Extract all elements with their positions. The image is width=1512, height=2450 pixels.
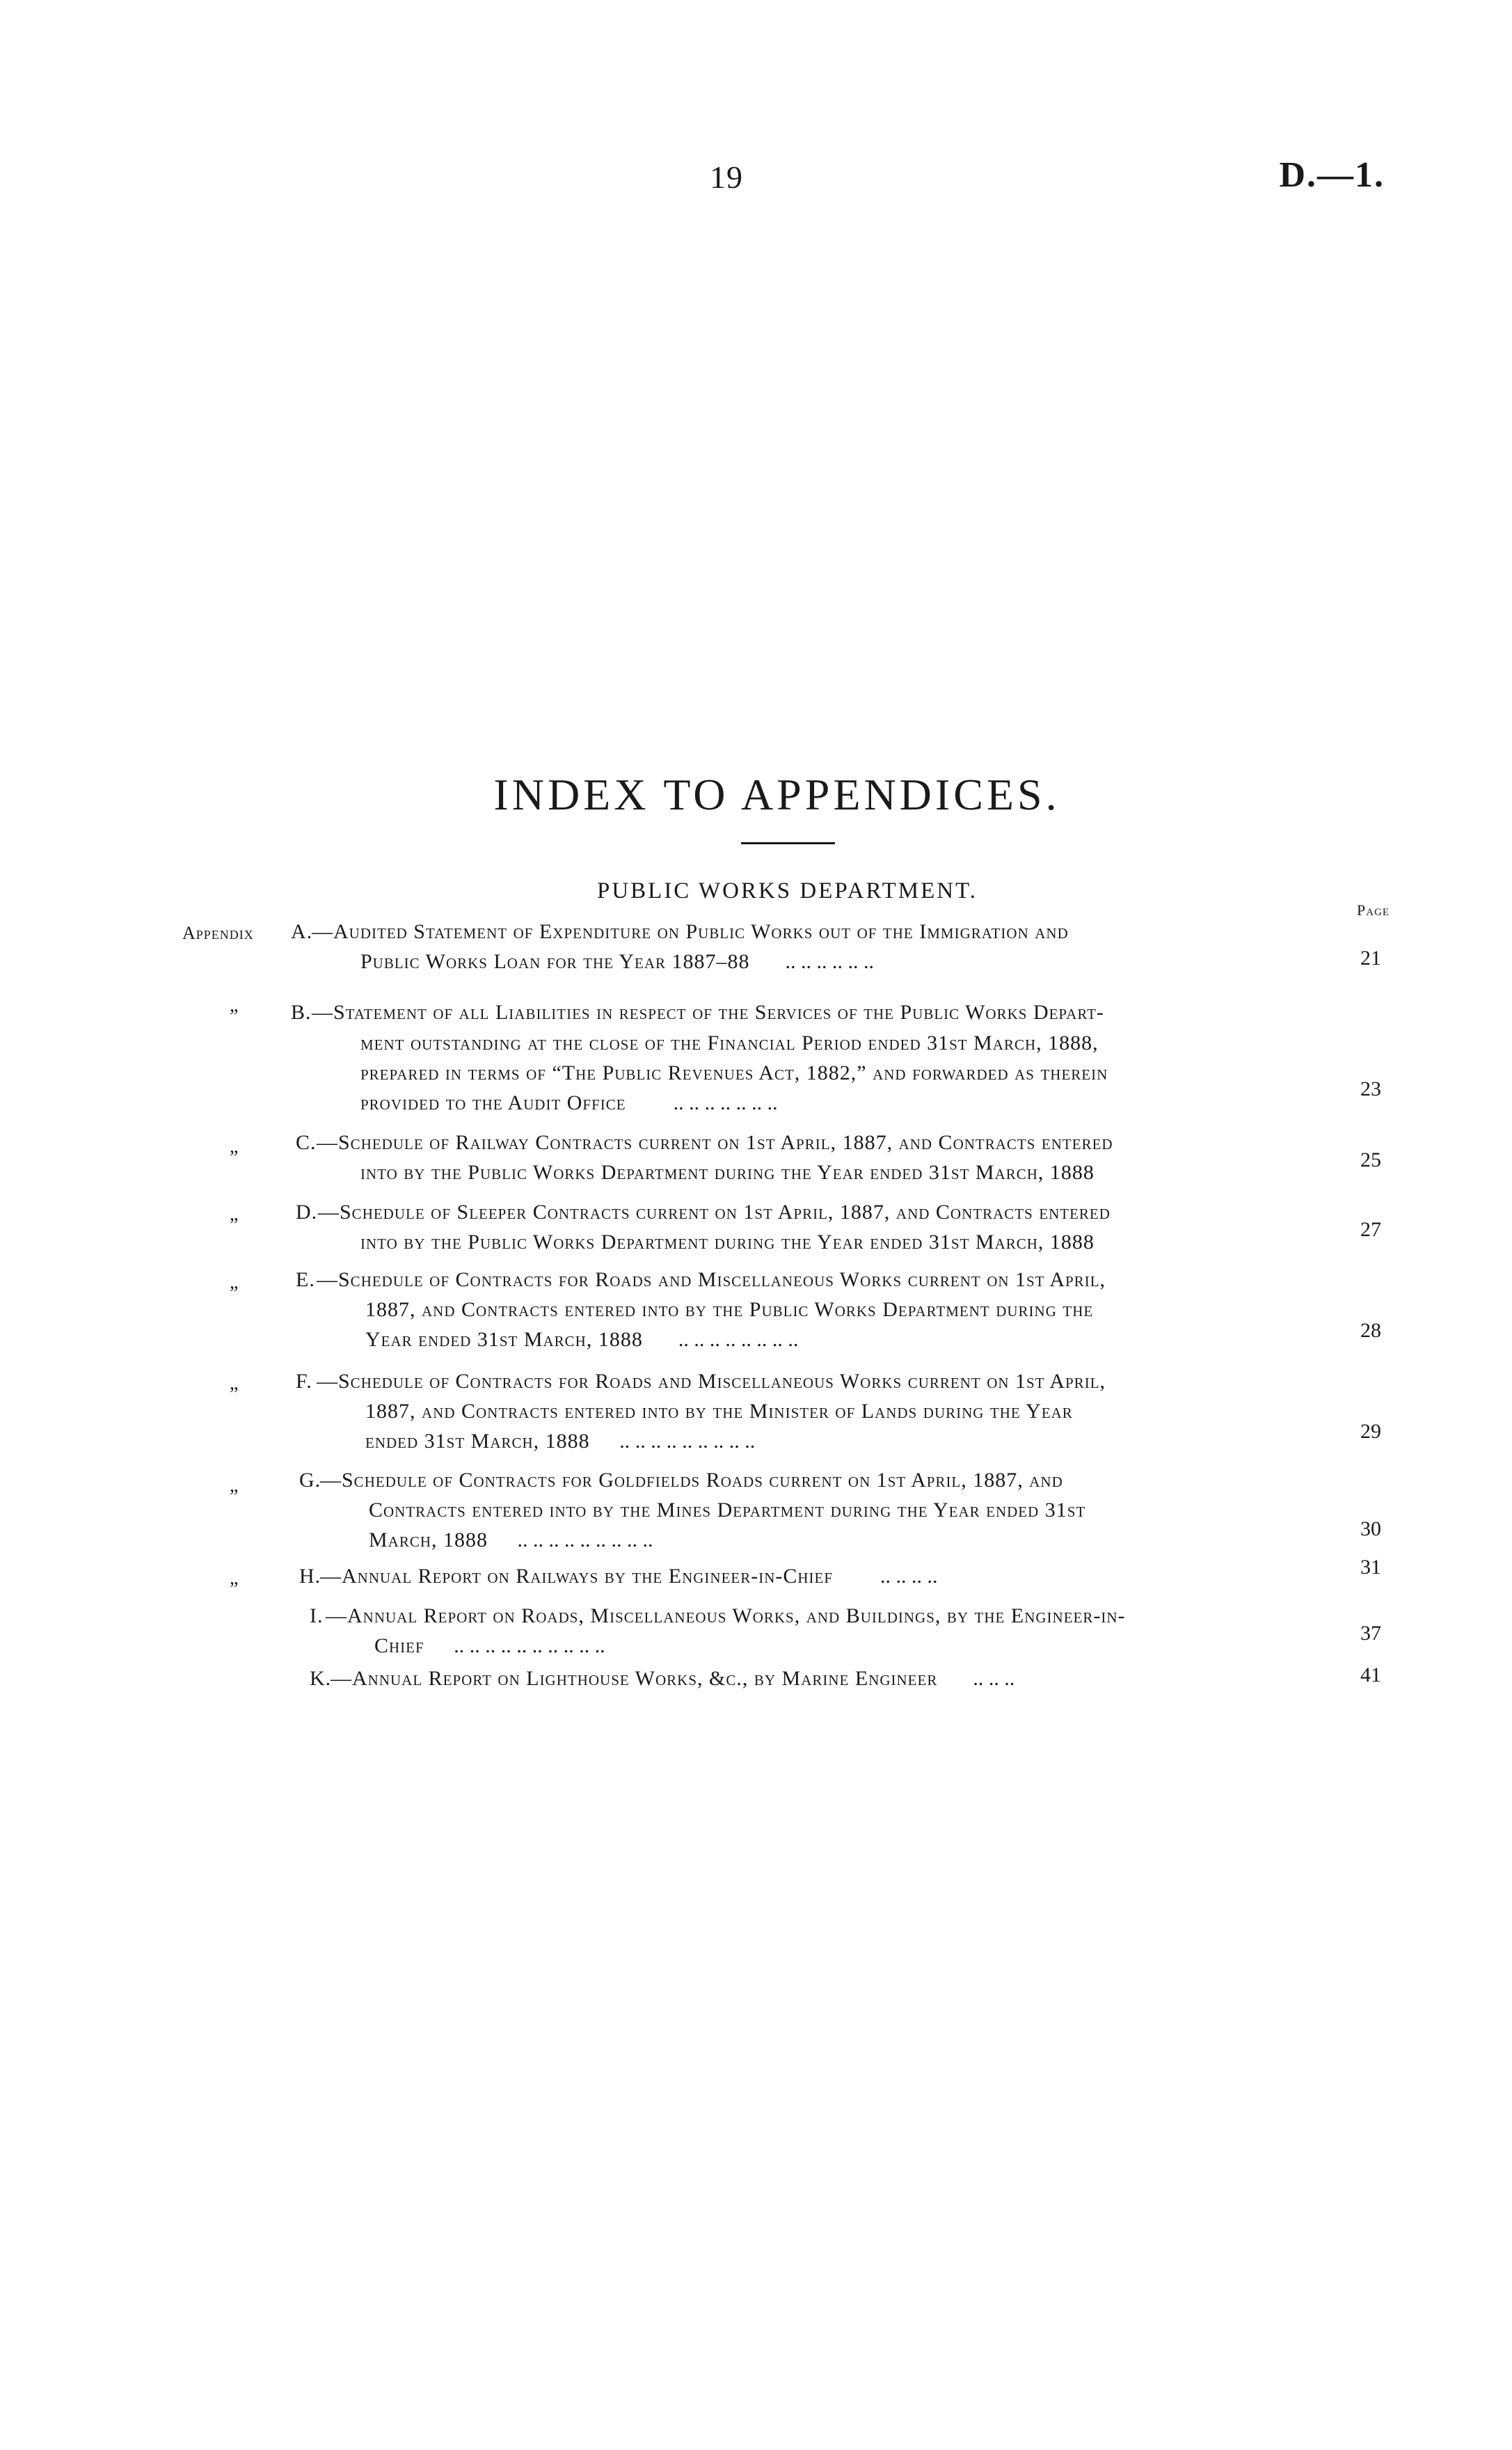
entry-c-page: 25 [1360,1148,1381,1171]
entry-b-page: 23 [1360,1077,1381,1100]
document-code: D.—1. [1279,155,1385,195]
ditto-mark: ” [230,1579,239,1600]
entry-a-letter: A. [291,920,313,943]
entry-b-line-1: —Statement of all Liabilities in respect of the Services of the Public Works Depart- [312,1001,1104,1024]
ditto-mark: ” [230,1283,239,1304]
entry-f-page: 29 [1360,1420,1381,1443]
entry-b-line-3: prepared in terms of “The Public Revenues Act, 1882,” and forwarded as therein [360,1061,1108,1084]
entry-d-line-2: into by the Public Works Department during the Year ended 31st March, 1888 [360,1231,1095,1254]
entry-c-line-2: into by the Public Works Department during the Year ended 31st March, 1888 [360,1161,1095,1184]
entry-c-line-1: —Schedule of Railway Contracts current on 1st April, 1887, and Contracts entered [317,1131,1113,1154]
leader-dots: .. .. .. .. .. .. .. .. [678,1328,799,1351]
entry-i-line-2: Chief .. .. .. .. .. .. .. .. .. .. [374,1634,605,1657]
entry-i-page: 37 [1360,1622,1381,1645]
entry-h-line-1: —Annual Report on Railways by the Engineer-in-Chief .. .. .. .. [320,1565,938,1588]
entry-i-line-1: —Annual Report on Roads, Miscellaneous Works, and Buildings, by the Engineer-in- [326,1604,1126,1627]
entry-d-page: 27 [1360,1218,1381,1241]
entry-g-page: 30 [1360,1517,1381,1540]
appendix-label: Appendix [182,923,254,943]
entry-e-page: 28 [1360,1319,1381,1342]
entry-e-line-2: 1887, and Contracts entered into by the Public Works Department during the [365,1298,1094,1321]
leader-dots: .. .. .. .. .. .. .. [673,1091,778,1114]
leader-dots: .. .. .. [973,1667,1015,1690]
ditto-mark: ” [230,1147,239,1169]
ditto-mark: ” [230,1486,239,1508]
entry-a-page: 21 [1360,947,1381,970]
ditto-mark: ” [230,1384,239,1405]
entry-k-line-1: —Annual Report on Lighthouse Works, &c., by Marine Engineer .. .. .. [331,1667,1015,1690]
department-heading: PUBLIC WORKS DEPARTMENT. [596,878,978,903]
entry-h-page: 31 [1360,1556,1381,1579]
ditto-mark: ” [230,1006,239,1027]
page-title: INDEX TO APPENDICES. [493,770,1060,819]
entry-f-line-2: 1887, and Contracts entered into by the Minister of Lands during the Year [365,1400,1073,1423]
title-rule [741,842,835,844]
entry-f-letter: F. [296,1370,312,1393]
entry-g-line-1: —Schedule of Contracts for Goldfields Roads current on 1st April, 1887, and [320,1469,1063,1492]
leader-dots: .. .. .. .. .. .. .. .. .. [619,1430,756,1453]
entry-k-page: 41 [1360,1663,1381,1686]
entry-i-letter: I. [310,1604,324,1627]
entry-e-line-3: Year ended 31st March, 1888 .. .. .. .. .. .. .. .. [365,1328,799,1351]
entry-d-letter: D. [296,1201,318,1224]
entry-f-line-1: —Schedule of Contracts for Roads and Miscellaneous Works current on 1st April, [317,1370,1106,1393]
entry-c-letter: C. [296,1131,317,1154]
entry-b-line-4: provided to the Audit Office .. .. .. .. .. .. .. [360,1091,778,1114]
entry-a-line-2: Public Works Loan for the Year 1887–88 .. .. .. .. .. .. [360,950,875,973]
entry-b-letter: B. [291,1001,312,1024]
entry-g-line-3: March, 1888 .. .. .. .. .. .. .. .. .. [369,1528,653,1551]
entry-g-letter: G. [299,1469,321,1492]
entry-g-line-2: Contracts entered into by the Mines Department during the Year ended 31st [369,1499,1086,1522]
page-column-label: Page [1357,901,1390,919]
entry-e-letter: E. [296,1268,315,1291]
leader-dots: .. .. .. .. .. .. [785,950,875,973]
page-number: 19 [710,159,743,195]
ditto-mark: ” [230,1215,239,1236]
entry-d-line-1: —Schedule of Sleeper Contracts current on 1st April, 1887, and Contracts entered [318,1201,1111,1224]
entry-f-line-3: ended 31st March, 1888 .. .. .. .. .. .. .. .. .. [365,1430,756,1453]
leader-dots: .. .. .. .. .. .. .. .. .. .. [454,1634,605,1657]
entry-b-line-2: ment outstanding at the close of the Financial Period ended 31st March, 1888, [360,1032,1099,1054]
entry-k-letter: K. [310,1667,332,1690]
leader-dots: .. .. .. .. .. .. .. .. .. [517,1528,653,1551]
leader-dots: .. .. .. .. [880,1565,938,1588]
entry-a-line-1: —Audited Statement of Expenditure on Public Works out of the Immigration and [312,920,1069,943]
entry-h-letter: H. [299,1565,321,1588]
entry-e-line-1: —Schedule of Contracts for Roads and Miscellaneous Works current on 1st April, [317,1268,1106,1291]
